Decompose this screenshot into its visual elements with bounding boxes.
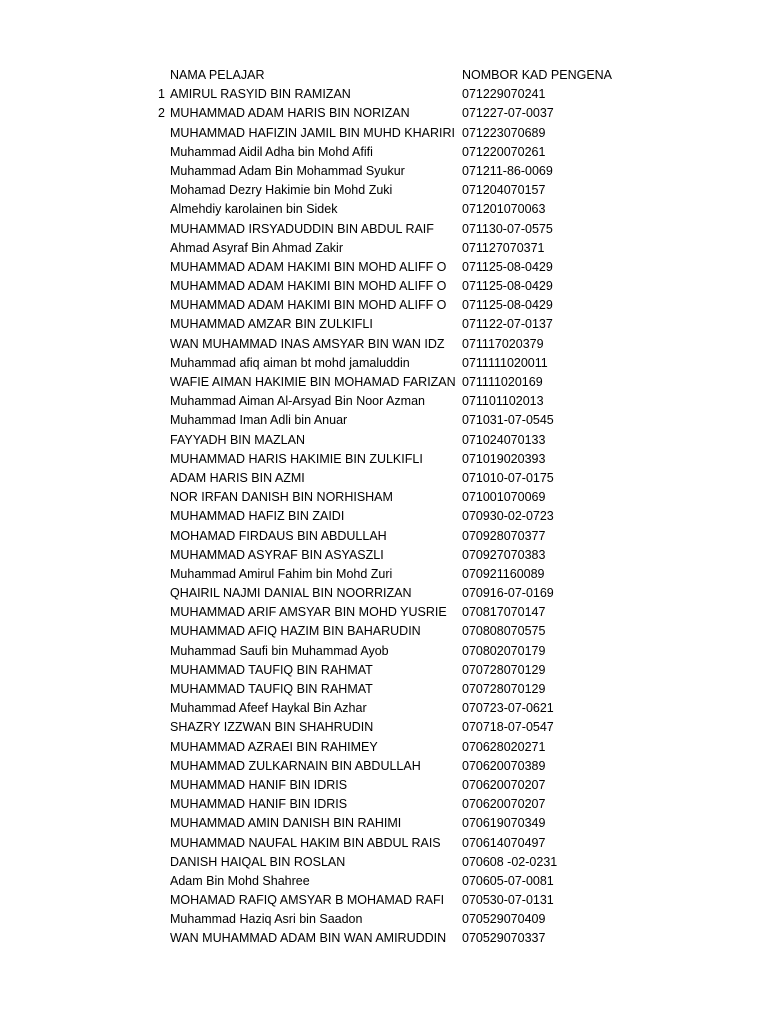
header-name-label: NAMA PELAJAR: [170, 68, 265, 82]
student-row: [0, 411, 768, 430]
ic-number: 071227-07-0037: [462, 106, 554, 121]
ic-number: 071024070133: [462, 432, 546, 447]
ic-number: 070927070383: [462, 547, 546, 562]
student-row: [0, 200, 768, 219]
student-row: [0, 450, 768, 469]
ic-number: 071001070069: [462, 490, 546, 505]
ic-number: 070930-02-0723: [462, 509, 554, 524]
ic-number: 071229070241: [462, 87, 546, 102]
student-name: Almehdiy karolainen bin Sidek: [170, 202, 338, 217]
ic-number: 070916-07-0169: [462, 586, 554, 601]
header-ic-label: NOMBOR KAD PENGENA: [462, 68, 613, 82]
student-name: MUHAMMAD HAFIZIN JAMIL BIN MUHD KHARIRI: [170, 125, 455, 140]
ic-number: 070921160089: [462, 566, 545, 581]
student-name: QHAIRIL NAJMI DANIAL BIN NOORRIZAN: [170, 586, 412, 601]
ic-number: 071019020393: [462, 451, 546, 466]
ic-number: 071101102013: [462, 394, 544, 409]
student-name: WAN MUHAMMAD ADAM BIN WAN AMIRUDDIN: [170, 931, 447, 946]
student-row: [0, 354, 768, 373]
student-name: Muhammad Amirul Fahim bin Mohd Zuri: [170, 566, 393, 581]
ic-number: 070628020271: [462, 739, 546, 754]
ic-number: 070605-07-0081: [462, 873, 554, 888]
student-name: MUHAMMAD HANIF BIN IDRIS: [170, 777, 348, 792]
student-rows: [0, 85, 768, 948]
ic-number: 070928070377: [462, 528, 546, 543]
ic-number: 070620070207: [462, 797, 546, 812]
student-name: MUHAMMAD AZRAEI BIN RAHIMEY: [170, 739, 378, 754]
ic-number: 070529070337: [462, 931, 546, 946]
student-row: [0, 258, 768, 277]
ic-number: 071211-86-0069: [462, 163, 553, 178]
student-row: [0, 220, 768, 239]
student-name: MOHAMAD RAFIQ AMSYAR B MOHAMAD RAFI: [170, 893, 445, 908]
ic-number: 070620070389: [462, 758, 546, 773]
ic-number: 071125-08-0429: [462, 298, 553, 313]
ic-number: 071220070261: [462, 144, 546, 159]
student-name: MUHAMMAD ZULKARNAIN BIN ABDULLAH: [170, 758, 421, 773]
student-row: [0, 776, 768, 795]
ic-number: 070728070129: [462, 682, 546, 696]
student-name: MUHAMMAD ASYRAF BIN ASYASZLI: [170, 547, 384, 562]
ic-number: 070619070349: [462, 816, 546, 831]
student-row: [0, 507, 768, 526]
ic-number: 070817070147: [462, 605, 546, 620]
student-name: WAFIE AIMAN HAKIMIE BIN MOHAMAD FARIZAN: [170, 375, 456, 389]
student-name: MUHAMMAD ARIF AMSYAR BIN MOHD YUSRIE: [170, 605, 447, 620]
student-row: [0, 315, 768, 334]
student-row: [0, 795, 768, 814]
ic-number: 070718-07-0547: [462, 720, 554, 735]
student-name: MUHAMMAD AMIN DANISH BIN RAHIMI: [170, 816, 402, 831]
student-name: MUHAMMAD ADAM HARIS BIN NORIZAN: [170, 106, 410, 121]
header-row: [0, 66, 768, 85]
ic-number: 071125-08-0429: [462, 259, 553, 274]
student-row: [0, 373, 768, 392]
student-row: [0, 584, 768, 603]
ic-number: 071010-07-0175: [462, 470, 554, 485]
student-row: [0, 239, 768, 258]
student-row: [0, 162, 768, 181]
student-row: [0, 603, 768, 622]
student-name: DANISH HAIQAL BIN ROSLAN: [170, 854, 346, 869]
ic-number: 071117020379: [462, 336, 544, 351]
ic-number: 0711111020011: [462, 355, 548, 370]
student-name: MUHAMMAD ADAM HAKIMI BIN MOHD ALIFF O: [170, 259, 447, 274]
student-name: Muhammad Iman Adli bin Anuar: [170, 413, 348, 428]
student-row: [0, 622, 768, 641]
row-number: 2: [158, 106, 165, 121]
student-name: Muhammad Aidil Adha bin Mohd Afifi: [170, 144, 373, 159]
student-row: [0, 738, 768, 757]
ic-number: 070728070129: [462, 662, 546, 677]
student-name: MUHAMMAD ADAM HAKIMI BIN MOHD ALIFF O: [170, 298, 447, 313]
student-row: [0, 124, 768, 143]
ic-number: 070620070207: [462, 777, 546, 792]
ic-number: 070808070575: [462, 624, 546, 639]
student-name: Muhammad afiq aiman bt mohd jamaluddin: [170, 355, 410, 370]
ic-number: 070802070179: [462, 643, 546, 658]
student-name: Mohamad Dezry Hakimie bin Mohd Zuki: [170, 183, 393, 198]
ic-number: 071130-07-0575: [462, 221, 553, 236]
student-row: [0, 469, 768, 488]
student-row: [0, 699, 768, 718]
row-number: 1: [158, 87, 165, 102]
student-row: [0, 642, 768, 661]
ic-number: 070608 -02-0231: [462, 854, 558, 869]
student-row: [0, 814, 768, 833]
student-row: [0, 181, 768, 200]
student-row: [0, 661, 768, 680]
student-name: MUHAMMAD ADAM HAKIMI BIN MOHD ALIFF O: [170, 279, 447, 294]
ic-number: 071031-07-0545: [462, 413, 554, 428]
ic-number: 071125-08-0429: [462, 279, 553, 294]
student-name: AMIRUL RASYID BIN RAMIZAN: [170, 87, 351, 102]
student-row: [0, 527, 768, 546]
student-name: Muhammad Adam Bin Mohammad Syukur: [170, 163, 405, 178]
student-row: [0, 853, 768, 872]
ic-number: 071201070063: [462, 202, 546, 217]
student-name: MUHAMMAD TAUFIQ BIN RAHMAT: [170, 682, 373, 696]
ic-number: 070529070409: [462, 912, 546, 927]
student-name: MUHAMMAD HANIF BIN IDRIS: [170, 797, 348, 812]
ic-number: 071127070371: [462, 240, 545, 255]
ic-number: 070614070497: [462, 835, 546, 850]
student-name: Muhammad Haziq Asri bin Saadon: [170, 912, 363, 927]
student-row: [0, 757, 768, 776]
student-row: [0, 834, 768, 853]
student-name: Muhammad Afeef Haykal Bin Azhar: [170, 701, 367, 716]
student-row: [0, 546, 768, 565]
ic-number: 071122-07-0137: [462, 317, 553, 332]
student-name: MUHAMMAD NAUFAL HAKIM BIN ABDUL RAIS: [170, 835, 441, 850]
student-row: [0, 872, 768, 891]
ic-number: 071111020169: [462, 375, 543, 389]
student-name: Ahmad Asyraf Bin Ahmad Zakir: [170, 240, 343, 255]
ic-number: 070530-07-0131: [462, 893, 554, 908]
student-row: [0, 929, 768, 948]
ic-number: 071204070157: [462, 183, 546, 198]
student-row: [0, 680, 768, 699]
student-name: WAN MUHAMMAD INAS AMSYAR BIN WAN IDZ: [170, 336, 445, 351]
student-row: [0, 85, 768, 104]
student-name: Adam Bin Mohd Shahree: [170, 873, 310, 888]
student-row: [0, 565, 768, 584]
student-name: Muhammad Saufi bin Muhammad Ayob: [170, 643, 389, 658]
student-row: [0, 277, 768, 296]
student-name: SHAZRY IZZWAN BIN SHAHRUDIN: [170, 720, 374, 735]
student-name: MUHAMMAD HARIS HAKIMIE BIN ZULKIFLI: [170, 451, 423, 466]
student-row: [0, 431, 768, 450]
student-name: ADAM HARIS BIN AZMI: [170, 470, 305, 485]
student-name: FAYYADH BIN MAZLAN: [170, 432, 305, 447]
student-row: [0, 335, 768, 354]
student-name: MUHAMMAD AFIQ HAZIM BIN BAHARUDIN: [170, 624, 421, 639]
ic-number: 071223070689: [462, 125, 546, 140]
student-name: MOHAMAD FIRDAUS BIN ABDULLAH: [170, 528, 387, 543]
student-name: MUHAMMAD AMZAR BIN ZULKIFLI: [170, 317, 373, 332]
student-name: MUHAMMAD IRSYADUDDIN BIN ABDUL RAIF: [170, 221, 434, 236]
student-row: [0, 488, 768, 507]
student-row: [0, 392, 768, 411]
student-name: MUHAMMAD HAFIZ BIN ZAIDI: [170, 509, 345, 524]
student-row: [0, 891, 768, 910]
student-row: [0, 910, 768, 929]
student-list-sheet: [0, 66, 768, 949]
student-row: [0, 143, 768, 162]
student-row: [0, 104, 768, 123]
student-name: Muhammad Aiman Al-Arsyad Bin Noor Azman: [170, 394, 425, 409]
student-row: [0, 296, 768, 315]
ic-number: 070723-07-0621: [462, 701, 554, 716]
student-row: [0, 718, 768, 737]
student-name: NOR IRFAN DANISH BIN NORHISHAM: [170, 490, 393, 505]
student-name: MUHAMMAD TAUFIQ BIN RAHMAT: [170, 662, 373, 677]
